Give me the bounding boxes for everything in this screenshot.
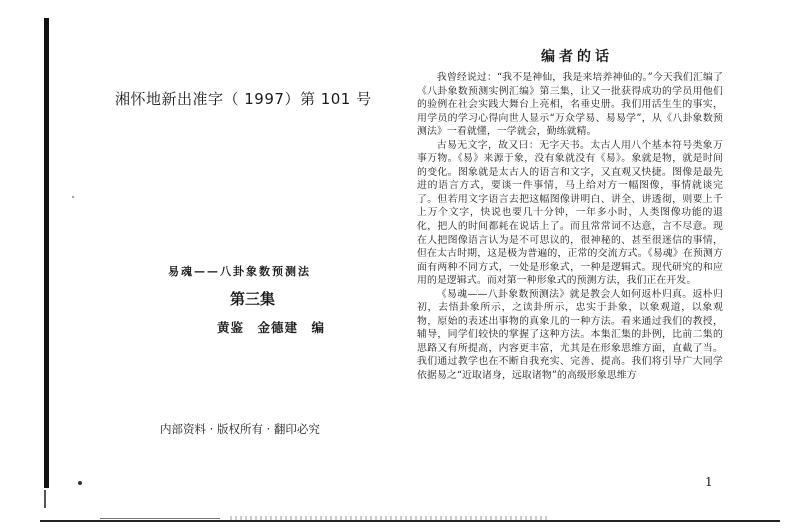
preface-paragraph: 我曾经说过：“我不是神仙，我是来培养神仙的。”今天我们汇编了《八卦象数预测实例汇编》第三集，让又一批获得成功的学员用他们的验例在社会实践大舞台上亮相，名垂史册。我们用活生生的事实，用学员的学习心得向世人显示“万众学易、易易学”，从《八卦象数预测法》一看就懂，一学就会，勤练就精。 [417,72,723,138]
volume-title: 第三集 [230,290,276,308]
bottom-scan-edge [40,520,780,522]
speck [72,196,74,198]
series-title: 易魂——八卦象数预测法 [168,265,311,278]
preface-body [417,71,723,383]
rights-notice: 内部资料 · 版权所有 · 翻印必究 [160,422,320,436]
bottom-scan-noise [230,516,550,520]
left-page [50,0,395,529]
bottom-scan-mark [100,518,220,519]
preface-paragraph: 《易魂——八卦象数预测法》就是教会人如何返朴归真。返朴归初，去悟卦象所示，之读卦所示，忠实于卦象，以象观道，以象观物，原始的表述出事物的真象儿的一种方法。看来通过我们的教授，辅导，同学们较快的掌握了这种方法。本集汇集的卦例，比前二集的思路又有所提高，内容更丰富，尤其是在形象思维方面，直截了当。我们通过教学也在不断自我充实、完善、提高。我们将引导广大同学依据易之“近取诸身，远取诸物”的高级形象思维方 [417,288,723,382]
binding-edge-tail [44,490,46,508]
binding-edge [44,18,49,488]
publication-number: 湘怀地新出准字（ 1997）第 101 号 [115,90,372,108]
preface-title: 编者的话 [541,49,613,65]
preface-paragraph: 古易无文字，故又曰：无字天书。太古人用八个基本符号类象万事万物。《易》来源于象，没有象就没有《易》。象就是物，就是时间的变化。图象就是太古人的语言和文字，又直观又快捷。图像是最先进的语言方式，要谈一件事情，马上给对方一幅图像，事情就谈完了。但若用文字语言去把这幅图像讲明白、讲全、讲透彻，则要上千上万个文字，快说也要几十分钟，一年多小时，人类图像功能的退化，把人的时间都耗在说话上了。而且常常词不达意，言不尽意。现在人把图像语言认为是不可思议的，很神秘的、甚至很迷信的事情，但在太古时期，这是极为普遍的，正常的交流方式。《易魂》在预测方面有两种不同方式，一处是形象式，一种是逻辑式。现代研究的和应用的是逻辑式。而对第一种形象式的预测方法，我们正在开发。 [417,139,723,287]
editors: 黄鉴 金德建 编 [217,320,326,335]
right-page [405,0,793,529]
speck [78,481,82,485]
page-number: 1 [705,475,713,489]
